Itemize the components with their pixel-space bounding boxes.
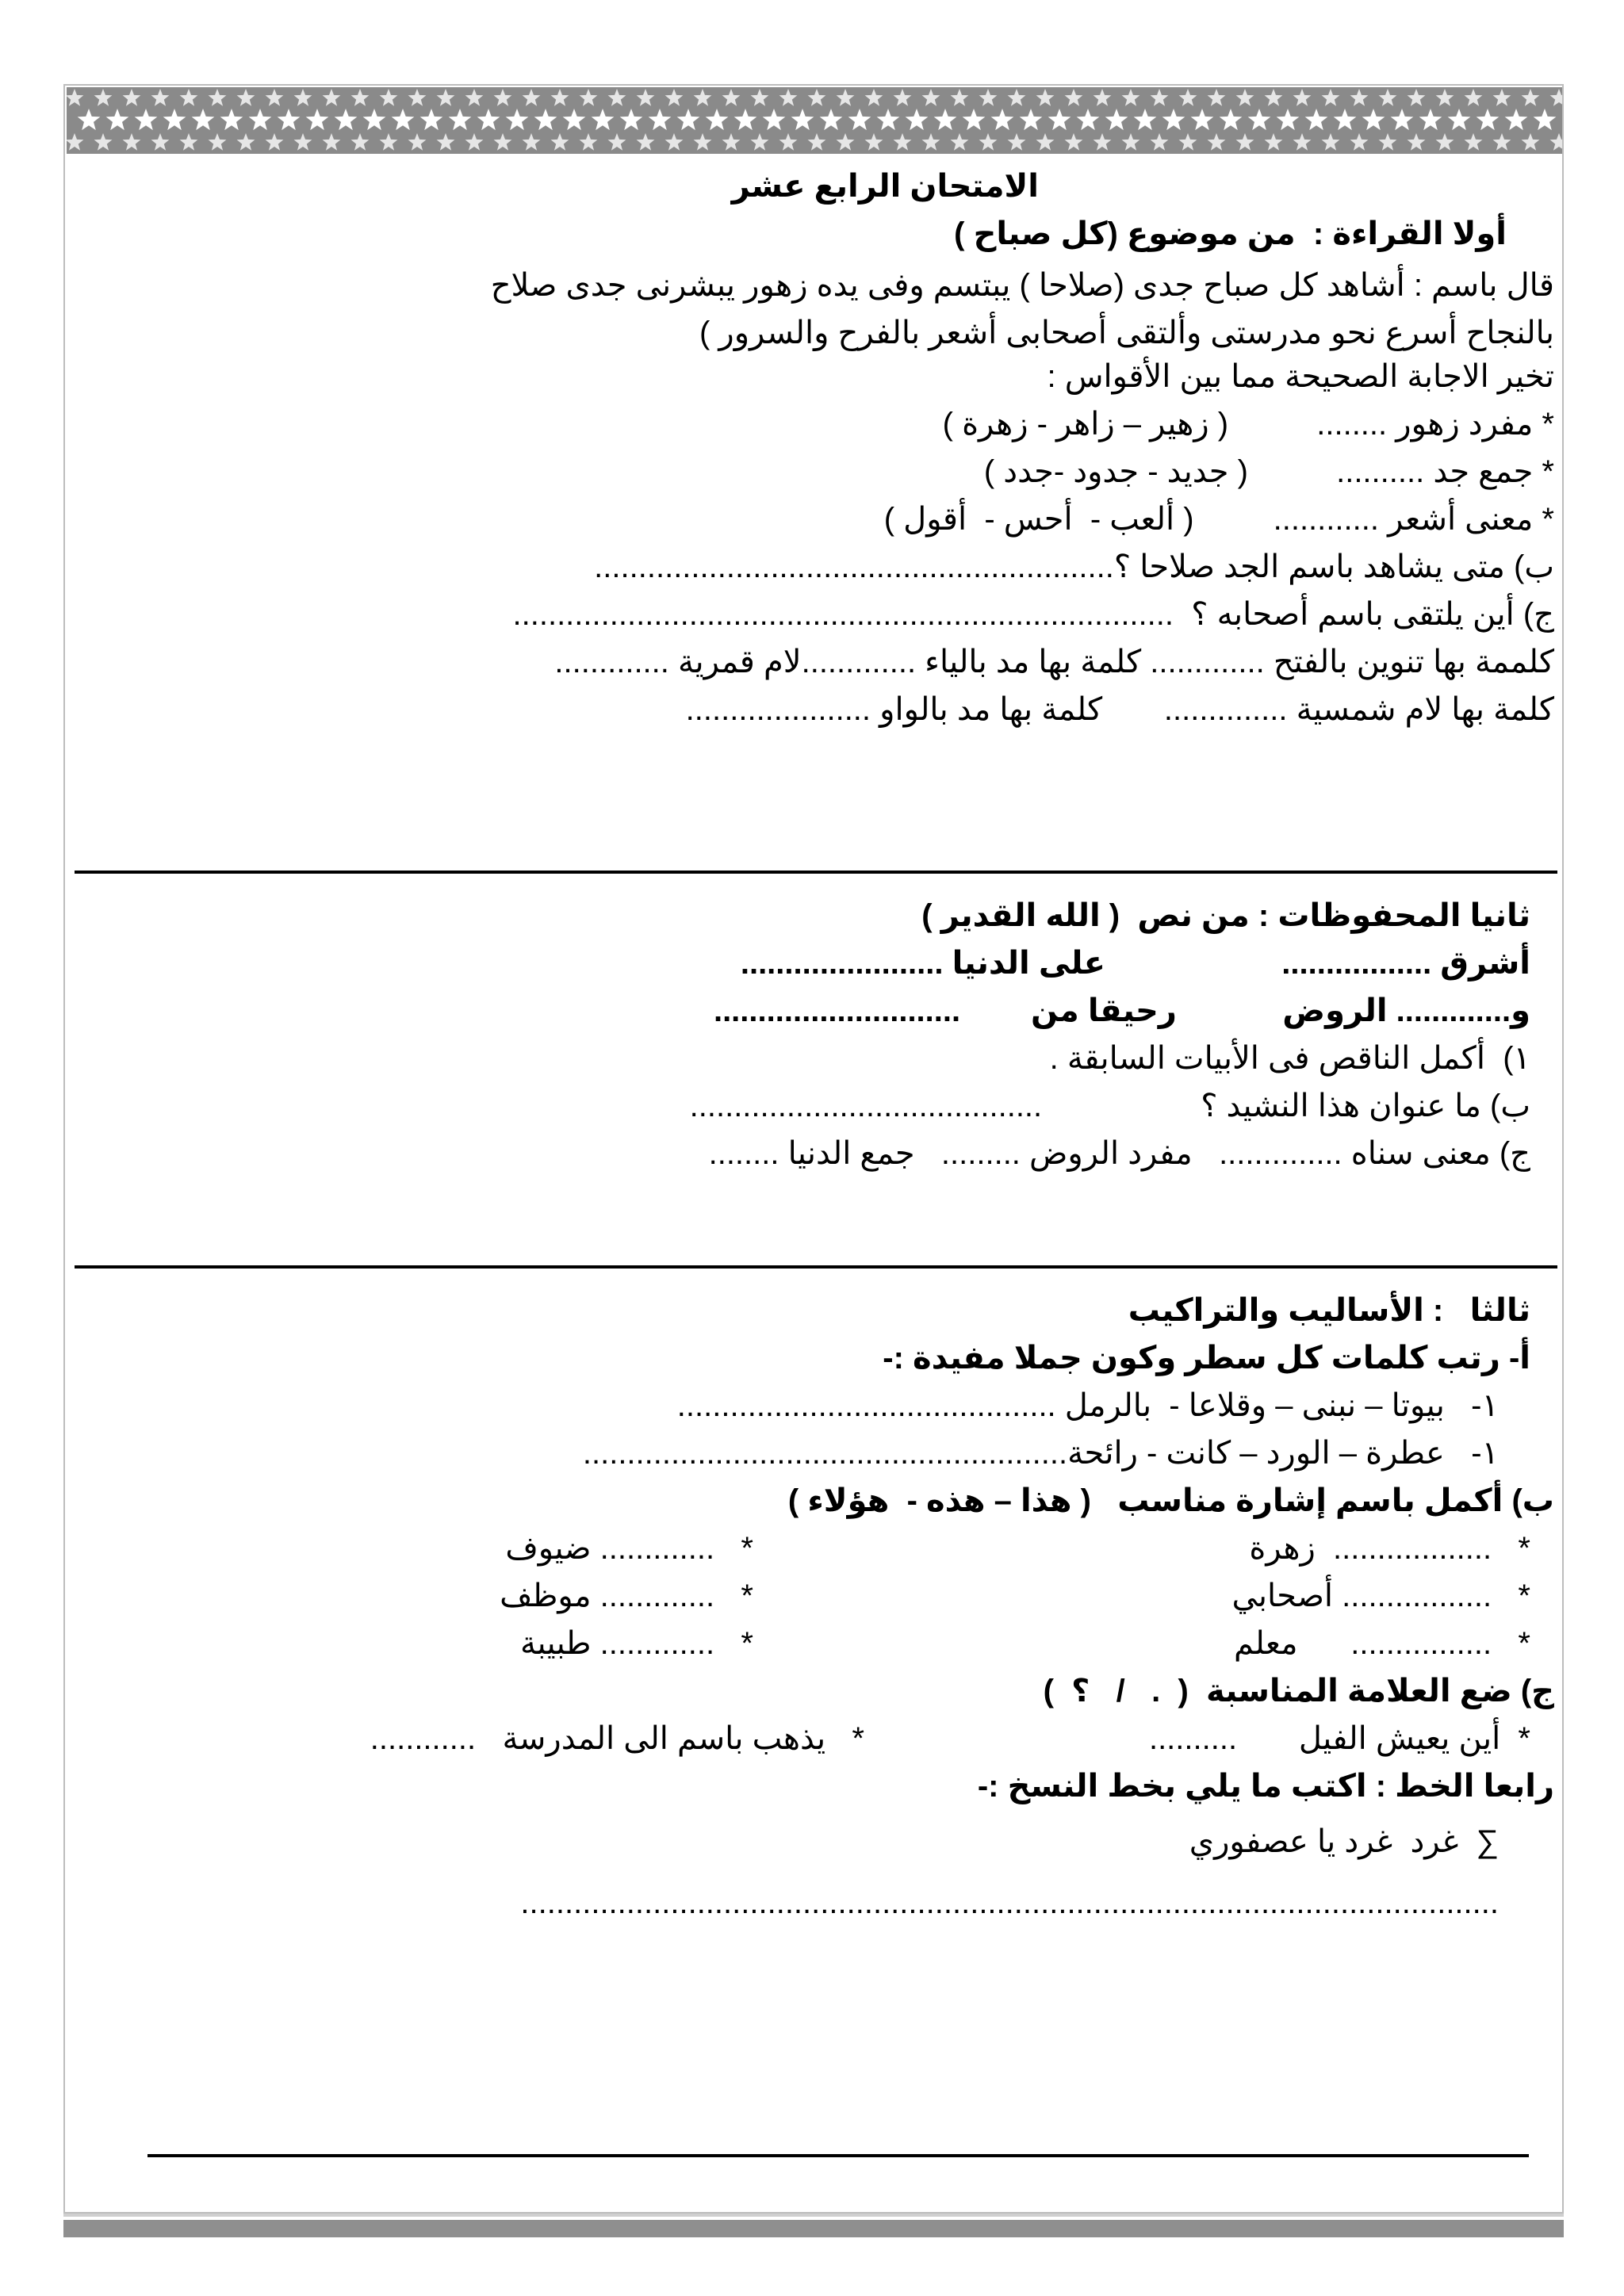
star-shape — [1362, 109, 1385, 130]
star-shape — [1350, 89, 1369, 106]
section2-question-b: ب) ما عنوان هذا النشيد ؟ ........................................ — [689, 1089, 1530, 1123]
section-divider-2 — [75, 1265, 1557, 1269]
star-shape — [580, 89, 598, 106]
star-shape — [123, 133, 141, 151]
section3-part-b: ب) أكمل باسم إشارة مناسب ( هذا – هذه - هؤلاء ) — [787, 1483, 1554, 1518]
star-shape — [1379, 89, 1397, 106]
question-plural: * جمع جد .......... ( جديد - جدود -جدد ) — [983, 454, 1554, 489]
star-shape — [963, 109, 986, 130]
star-shape — [465, 133, 484, 151]
star-shape — [1265, 133, 1283, 151]
star-shape — [791, 109, 814, 130]
calligraphy-answer-line: ............................................................................................................... — [520, 1885, 1499, 1920]
star-shape — [865, 133, 883, 151]
section1-instruction: تخير الاجابة الصحيحة مما بين الأقواس : — [1047, 359, 1554, 394]
star-shape — [1334, 109, 1357, 130]
rearrange-line-1: ١- بيوتا – نبنى – وقلاعا - بالرمل ........................................... — [676, 1388, 1499, 1423]
star-shape — [437, 133, 455, 151]
star-shape — [351, 133, 370, 151]
star-shape — [135, 109, 158, 130]
star-shape — [1522, 89, 1540, 106]
star-shape — [392, 109, 415, 130]
star-shape — [951, 89, 969, 106]
section2-heading: ثانيا المحفوظات : من نص ( الله القدير ) — [921, 898, 1530, 933]
star-shape — [1293, 89, 1312, 106]
star-shape — [820, 109, 843, 130]
passage-line-2: بالنجاح أسرع نحو مدرستى وألتقى أصحابى أشعر بالفرح والسرور ) — [699, 316, 1554, 350]
star-shape — [1477, 109, 1500, 130]
star-shape — [1350, 133, 1369, 151]
star-shape — [1248, 109, 1271, 130]
star-shape — [1522, 133, 1540, 151]
star-shape — [1105, 109, 1128, 130]
star-shape — [163, 109, 186, 130]
star-shape — [922, 133, 940, 151]
star-shape — [665, 89, 684, 106]
star-shape — [477, 109, 500, 130]
star-shape — [266, 89, 284, 106]
star-shape — [306, 109, 329, 130]
star-shape — [237, 89, 255, 106]
star-shape — [848, 109, 871, 130]
star-shape — [877, 109, 900, 130]
star-shape — [192, 109, 215, 130]
star-shape — [1465, 89, 1483, 106]
star-shape — [1493, 89, 1511, 106]
calligraphy-text: ∑ غرد غرد يا عصفوري — [1189, 1824, 1499, 1859]
star-shape — [608, 89, 626, 106]
star-shape — [1191, 109, 1214, 130]
star-shape — [1379, 133, 1397, 151]
star-shape — [779, 89, 798, 106]
star-shape — [534, 109, 557, 130]
star-shape — [694, 89, 712, 106]
star-shape — [580, 133, 598, 151]
star-shape — [894, 89, 912, 106]
star-shape — [151, 89, 170, 106]
star-shape — [1094, 133, 1112, 151]
star-shape — [751, 133, 769, 151]
star-shape — [1036, 89, 1055, 106]
rearrange-line-2: ١- عطرة – الورد – كانت - رائحة....................................................... — [582, 1436, 1499, 1471]
star-shape — [1008, 133, 1026, 151]
section2-question-1: ١) أكمل الناقص فى الأبيات السابقة . — [1049, 1041, 1530, 1076]
star-shape — [1322, 89, 1340, 106]
star-shape — [1236, 133, 1254, 151]
star-shape — [1465, 133, 1483, 151]
star-shape — [865, 89, 883, 106]
question-c: ج) أين يلتقى باسم أصحابه ؟ ........................................................................... — [512, 597, 1554, 632]
star-shape — [906, 109, 929, 130]
star-shape — [209, 133, 227, 151]
star-shape — [1094, 89, 1112, 106]
verse-line-1: أشرق ................. على الدنيا ....................... — [740, 946, 1530, 981]
star-shape — [209, 89, 227, 106]
star-shape — [266, 133, 284, 151]
star-shape — [294, 133, 312, 151]
bottom-border — [63, 2220, 1564, 2237]
star-shape — [351, 89, 370, 106]
star-shape — [294, 89, 312, 106]
star-shape — [1505, 109, 1528, 130]
star-shape — [551, 133, 569, 151]
star-shape — [180, 133, 198, 151]
star-shape — [494, 89, 512, 106]
star-shape — [665, 133, 684, 151]
star-shape — [979, 133, 998, 151]
star-shape — [1236, 89, 1254, 106]
star-shape — [1048, 109, 1071, 130]
star-shape — [894, 133, 912, 151]
question-singular: * مفرد زهور ........ ( زهير – زاهر - زهرة ) — [942, 407, 1554, 442]
star-shape — [1322, 133, 1340, 151]
star-shape — [506, 109, 529, 130]
star-shape — [380, 89, 398, 106]
star-shape — [1277, 109, 1300, 130]
star-shape — [722, 89, 741, 106]
star-shape — [106, 109, 129, 130]
star-shape — [420, 109, 443, 130]
star-shape — [94, 89, 113, 106]
star-shape — [1122, 89, 1140, 106]
star-shape — [1151, 89, 1169, 106]
star-shape — [706, 109, 729, 130]
star-shape — [67, 133, 83, 151]
star-shape — [249, 109, 272, 130]
star-shape — [722, 133, 741, 151]
star-shape — [1436, 133, 1454, 151]
star-shape — [1134, 109, 1157, 130]
star-shape — [1534, 109, 1557, 130]
star-shape — [551, 89, 569, 106]
star-shape — [1036, 133, 1055, 151]
star-shape — [1179, 133, 1197, 151]
star-shape — [237, 133, 255, 151]
star-shape — [808, 133, 826, 151]
demonstrative-row-3-right: * ................ معلم — [1234, 1626, 1530, 1661]
demonstrative-row-2-right: * ................. أصحابي — [1231, 1578, 1530, 1613]
footer-rule — [147, 2154, 1529, 2157]
passage-line-1: قال باسم : أشاهد كل صباح جدى (صلاحا ) يبتسم وفى يده زهور يبشرنى جدى صلاح — [490, 268, 1554, 303]
star-border-decoration — [67, 87, 1562, 154]
section1-heading: أولا القراءة : من موضوع (كل صباح ) — [954, 216, 1507, 251]
star-shape — [449, 109, 472, 130]
star-shape — [991, 109, 1014, 130]
star-shape — [779, 133, 798, 151]
star-shape — [563, 109, 586, 130]
star-shape — [220, 109, 243, 130]
star-shape — [620, 109, 643, 130]
exam-title: الامتحان الرابع عشر — [731, 169, 1039, 204]
star-shape — [649, 109, 672, 130]
star-shape — [1493, 133, 1511, 151]
section3-part-c: ج) ضع العلامة المناسبة ( . / ؟ ) — [1043, 1674, 1554, 1709]
demonstrative-row-2-left: * ............. موظف — [500, 1578, 753, 1613]
star-shape — [637, 133, 655, 151]
star-shape — [677, 109, 700, 130]
star-shape — [94, 133, 113, 151]
star-shape — [363, 109, 386, 130]
star-shape — [408, 89, 427, 106]
star-shape — [951, 133, 969, 151]
punctuation-item-2: * يذهب باسم الى المدرسة ............ — [370, 1721, 864, 1756]
exam-content — [71, 159, 1554, 2188]
star-shape — [1151, 133, 1169, 151]
star-shape — [1179, 89, 1197, 106]
star-shape — [380, 133, 398, 151]
star-shape — [1208, 133, 1226, 151]
star-shape — [979, 89, 998, 106]
star-shape — [1419, 109, 1442, 130]
star-shape — [1391, 109, 1414, 130]
star-shape — [1162, 109, 1185, 130]
words-line-2: كلمة بها لام شمسية .............. كلمة بها مد بالواو ..................... — [685, 692, 1554, 727]
star-shape — [694, 133, 712, 151]
question-b: ب) متى يشاهد باسم الجد صلاحا ؟........................................................... — [594, 549, 1554, 584]
star-shape — [323, 133, 341, 151]
star-shape — [180, 89, 198, 106]
section3-heading: ثالثا : الأساليب والتراكيب — [1128, 1293, 1530, 1328]
words-line-1: كلممة بها تنوين بالفتح ............. كلمة بها مد بالياء .............لام قمرية ............. — [554, 645, 1554, 679]
star-shape — [1408, 133, 1426, 151]
star-shape — [123, 89, 141, 106]
demonstrative-row-1-right: * .................. زهرة — [1249, 1531, 1530, 1566]
star-shape — [608, 133, 626, 151]
star-shape — [67, 89, 83, 106]
star-shape — [1065, 133, 1083, 151]
star-shape — [934, 109, 957, 130]
bottom-border-light — [63, 2214, 1564, 2217]
star-shape — [465, 89, 484, 106]
section-divider-1 — [75, 871, 1557, 874]
star-shape — [1550, 89, 1562, 106]
star-shape — [837, 89, 855, 106]
star-shape — [922, 89, 940, 106]
star-shape — [1305, 109, 1328, 130]
star-shape — [1020, 109, 1043, 130]
star-shape — [1065, 89, 1083, 106]
section2-question-c: ج) معنى سناه .............. مفرد الروض ......... جمع الدنيا ........ — [708, 1136, 1530, 1171]
star-shape — [1408, 89, 1426, 106]
star-shape — [763, 109, 786, 130]
star-shape — [1008, 89, 1026, 106]
star-shape — [278, 109, 301, 130]
star-shape — [523, 133, 541, 151]
star-shape — [494, 133, 512, 151]
star-shape — [437, 89, 455, 106]
demonstrative-row-1-left: * ............. ضيوف — [505, 1531, 753, 1566]
demonstrative-row-3-left: * ............. طبيبة — [520, 1626, 753, 1661]
star-shape — [1436, 89, 1454, 106]
star-shape — [1448, 109, 1471, 130]
star-shape — [1077, 109, 1100, 130]
star-shape — [837, 133, 855, 151]
star-shape — [151, 133, 170, 151]
star-shape — [637, 89, 655, 106]
question-meaning: * معنى أشعر ............ ( ألعب - أحس - أقول ) — [883, 502, 1554, 537]
star-shape — [408, 133, 427, 151]
punctuation-item-1: * أين يعيش الفيل .......... — [1148, 1721, 1530, 1756]
star-shape — [335, 109, 358, 130]
star-shape — [751, 89, 769, 106]
star-shape — [1293, 133, 1312, 151]
star-shape — [323, 89, 341, 106]
star-shape — [1265, 89, 1283, 106]
star-shape — [808, 89, 826, 106]
star-shape — [592, 109, 615, 130]
star-shape — [1220, 109, 1243, 130]
verse-line-2: و............. الروض رحيقا من ............................ — [713, 993, 1530, 1028]
section3-part-a: أ- رتب كلمات كل سطر وكون جملا مفيدة :- — [883, 1341, 1530, 1376]
star-shape — [1208, 89, 1226, 106]
section4-heading: رابعا الخط : اكتب ما يلي بخط النسخ :- — [977, 1769, 1554, 1804]
star-shape — [734, 109, 757, 130]
star-shape — [1550, 133, 1562, 151]
star-shape — [78, 109, 101, 130]
star-shape — [523, 89, 541, 106]
star-pattern — [67, 87, 1562, 154]
star-shape — [1122, 133, 1140, 151]
